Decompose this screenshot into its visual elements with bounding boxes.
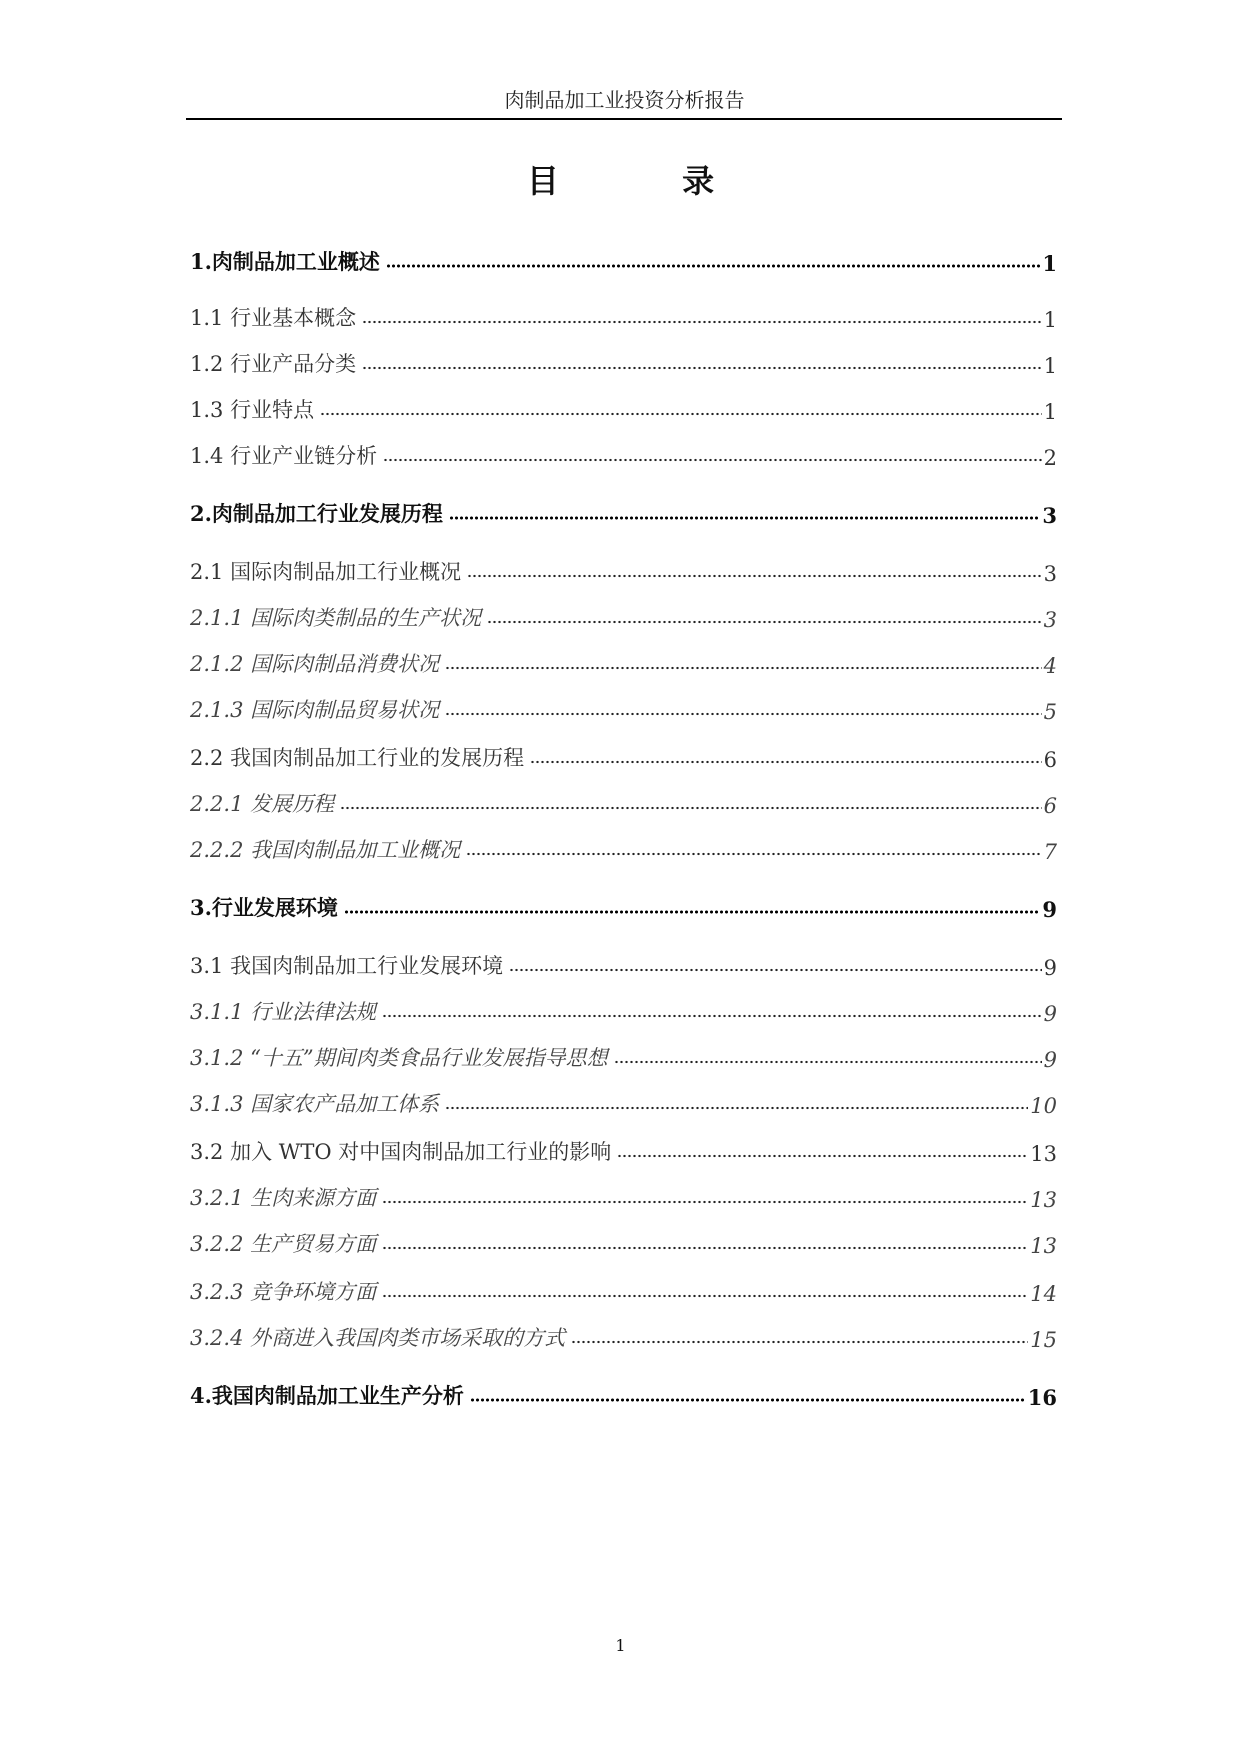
- toc-entry-page: 9: [1043, 1002, 1057, 1026]
- toc-entry-page: 7: [1043, 840, 1057, 864]
- toc-entry-page: 16: [1027, 1385, 1057, 1410]
- toc-entry-level-1[interactable]: [190, 492, 1057, 528]
- toc-entry-level-3[interactable]: [190, 782, 1057, 818]
- header-rule: [186, 118, 1062, 120]
- toc-entry-title: 2.1.1 国际肉类制品的生产状况: [190, 606, 482, 630]
- page-number: 1: [615, 1636, 626, 1655]
- toc-entry-title: 1.1 行业基本概念: [190, 306, 357, 330]
- toc-entry-title: 2.1 国际肉制品加工行业概况: [190, 560, 462, 584]
- toc-entry-title: 3.2.1 生肉来源方面: [190, 1186, 377, 1210]
- toc-entry-level-1[interactable]: [190, 240, 1057, 276]
- toc-entry-level-3[interactable]: [190, 688, 1057, 724]
- toc-entry-title: 1.3 行业特点: [190, 398, 315, 422]
- toc-entry-page: 14: [1030, 1282, 1057, 1306]
- dot-leader: [487, 618, 1042, 624]
- toc-entry-page: 4: [1043, 654, 1057, 678]
- toc-entry-title: 3.行业发展环境: [190, 895, 338, 920]
- toc-entry-level-3[interactable]: [190, 1036, 1057, 1072]
- dot-leader: [362, 364, 1042, 370]
- dot-leader: [445, 664, 1042, 670]
- toc-entry-page: 1: [1043, 354, 1057, 378]
- toc-entry-title: 2.2.1 发展历程: [190, 792, 335, 816]
- toc-entry-title: 3.2.2 生产贸易方面: [190, 1232, 377, 1256]
- dot-leader: [382, 1012, 1042, 1018]
- toc-entry-level-2[interactable]: [190, 550, 1057, 586]
- dot-leader: [382, 1198, 1028, 1204]
- toc-entry-level-3[interactable]: [190, 1176, 1057, 1212]
- toc-entry-level-1[interactable]: [190, 886, 1057, 922]
- dot-leader: [382, 1244, 1028, 1250]
- dot-leader: [445, 1104, 1028, 1110]
- toc-entry-title: 1.4 行业产业链分析: [190, 444, 378, 468]
- toc-entry-level-3[interactable]: [190, 642, 1057, 678]
- toc-entry-level-3[interactable]: [190, 1082, 1057, 1118]
- dot-leader: [470, 1396, 1026, 1402]
- dot-leader: [466, 850, 1042, 856]
- toc-entry-level-2[interactable]: [190, 1130, 1057, 1166]
- dot-leader: [344, 908, 1040, 914]
- dot-leader: [467, 572, 1042, 578]
- toc-entry-level-2[interactable]: [190, 434, 1057, 470]
- toc-entry-page: 1: [1043, 308, 1057, 332]
- dot-leader: [449, 514, 1040, 520]
- toc-entry-level-3[interactable]: [190, 828, 1057, 864]
- toc-entry-page: 9: [1043, 956, 1057, 980]
- toc-entry-page: 6: [1043, 748, 1057, 772]
- toc-entry-page: 13: [1030, 1142, 1057, 1166]
- dot-leader: [362, 318, 1042, 324]
- dot-leader: [617, 1152, 1028, 1158]
- toc-entry-title: 1.肉制品加工业概述: [190, 249, 380, 274]
- toc-entry-page: 1: [1043, 400, 1057, 424]
- toc-entry-title: 2.肉制品加工行业发展历程: [190, 501, 443, 526]
- toc-entry-title: 2.1.3 国际肉制品贸易状况: [190, 698, 440, 722]
- toc-entry-level-2[interactable]: [190, 944, 1057, 980]
- toc-entry-level-2[interactable]: [190, 388, 1057, 424]
- toc-entry-title: 2.2 我国肉制品加工行业的发展历程: [190, 746, 525, 770]
- dot-leader: [340, 804, 1042, 810]
- toc-entry-title: 3.1.3 国家农产品加工体系: [190, 1092, 440, 1116]
- toc-entry-page: 6: [1043, 794, 1057, 818]
- toc-entry-title: 3.2 加入 WTO 对中国肉制品加工行业的影响: [190, 1140, 612, 1164]
- toc-entry-level-3[interactable]: [190, 1270, 1057, 1306]
- toc-entry-page: 9: [1043, 1048, 1057, 1072]
- running-header: 肉制品加工业投资分析报告: [504, 88, 745, 112]
- dot-leader: [614, 1058, 1042, 1064]
- dot-leader: [571, 1338, 1028, 1344]
- toc-title: 目 录: [526, 162, 771, 200]
- toc-entry-title: 3.2.3 竞争环境方面: [190, 1280, 377, 1304]
- toc-entry-level-2[interactable]: [190, 736, 1057, 772]
- toc-entry-title: 3.1.2 “十五”期间肉类食品行业发展指导思想: [190, 1046, 608, 1070]
- dot-leader: [386, 262, 1040, 268]
- toc-entry-level-2[interactable]: [190, 296, 1057, 332]
- toc-entry-page: 13: [1030, 1188, 1057, 1212]
- dot-leader: [320, 410, 1042, 416]
- toc-entry-title: 3.1.1 行业法律法规: [190, 1000, 377, 1024]
- dot-leader: [530, 758, 1042, 764]
- dot-leader: [383, 456, 1042, 462]
- toc-entry-page: 13: [1030, 1234, 1057, 1258]
- toc-entry-title: 2.2.2 我国肉制品加工业概况: [190, 838, 461, 862]
- toc-entry-title: 4.我国肉制品加工业生产分析: [190, 1383, 464, 1408]
- toc-entry-page: 2: [1043, 446, 1057, 470]
- toc-entry-page: 15: [1030, 1328, 1057, 1352]
- dot-leader: [382, 1292, 1028, 1298]
- toc-entry-level-2[interactable]: [190, 342, 1057, 378]
- toc-entry-title: 3.1 我国肉制品加工行业发展环境: [190, 954, 504, 978]
- toc-entry-page: 3: [1043, 562, 1057, 586]
- toc-entry-level-3[interactable]: [190, 990, 1057, 1026]
- toc-entry-page: 10: [1030, 1094, 1057, 1118]
- toc-entry-level-3[interactable]: [190, 1222, 1057, 1258]
- toc-entry-page: 1: [1042, 251, 1057, 276]
- toc-entry-page: 5: [1043, 700, 1057, 724]
- toc-entry-title: 1.2 行业产品分类: [190, 352, 357, 376]
- toc-entry-level-3[interactable]: [190, 1316, 1057, 1352]
- toc-entry-level-3[interactable]: [190, 596, 1057, 632]
- dot-leader: [445, 710, 1042, 716]
- toc-entry-title: 2.1.2 国际肉制品消费状况: [190, 652, 440, 676]
- toc-entry-page: 3: [1043, 608, 1057, 632]
- toc-entry-page: 9: [1042, 897, 1057, 922]
- dot-leader: [509, 966, 1042, 972]
- toc-entry-title: 3.2.4 外商进入我国肉类市场采取的方式: [190, 1326, 566, 1350]
- toc-entry-page: 3: [1042, 503, 1057, 528]
- toc-entry-level-1[interactable]: [190, 1374, 1057, 1410]
